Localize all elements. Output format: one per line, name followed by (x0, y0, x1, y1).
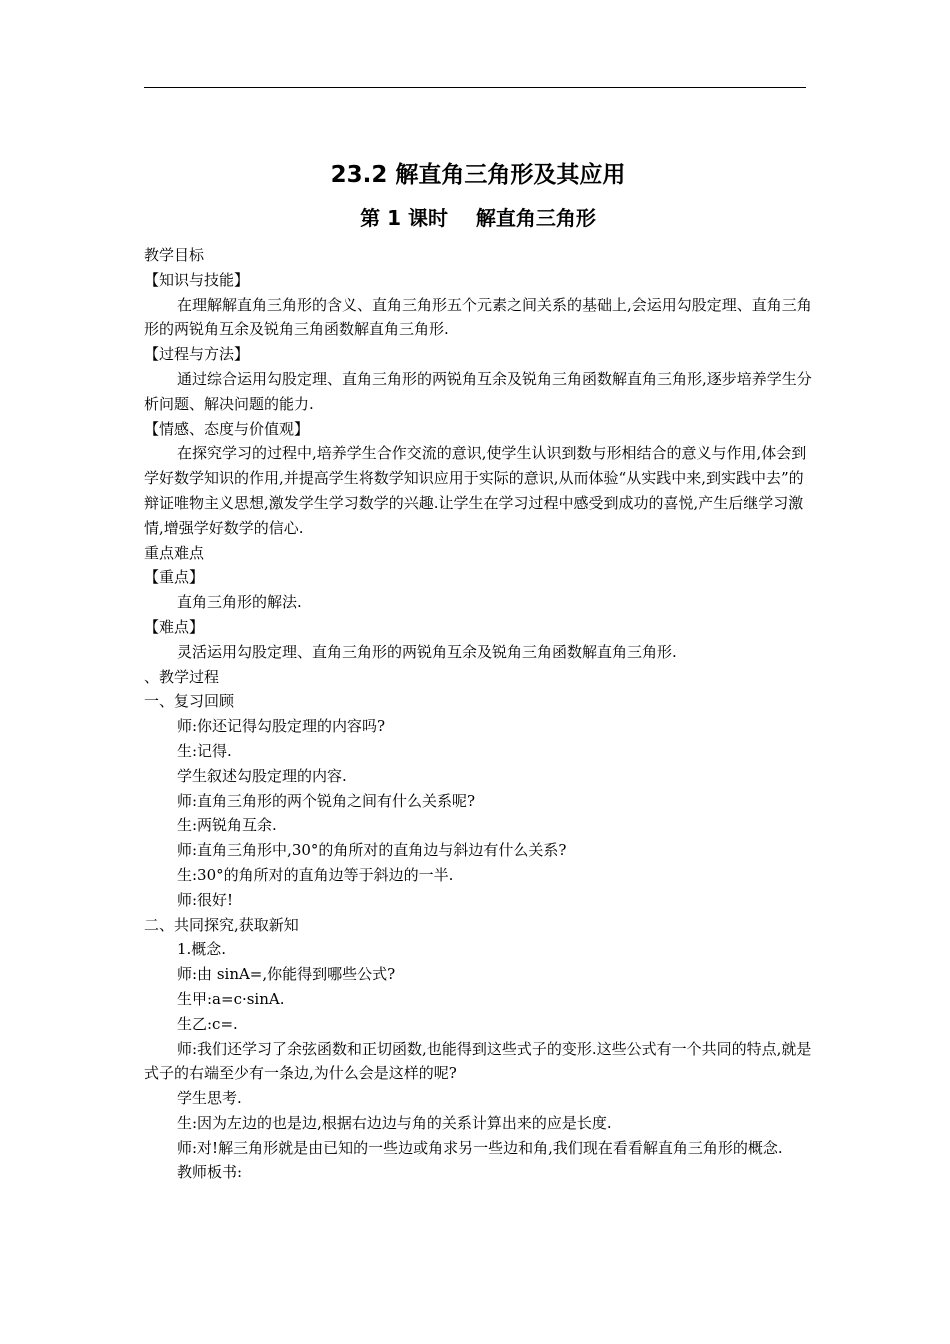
section-heading: 一、复习回顾 (144, 692, 235, 711)
lesson-subtitle: 第 1 课时 解直角三角形 (360, 206, 596, 230)
paragraph: 在探究学习的过程中,培养学生合作交流的意识,使学生认识到数与形相结合的意义与作用,体会到学好数学知识的作用,并提高学生将数学知识应用于实际的意识,从而体验“从实践中来,到实践中去”的辩证唯物主义思想,激发学生学习数学的兴趣.让学生在学习过程中感受到成功的喜悦,产生后继学习激情,增强学好数学的信心. (144, 444, 807, 537)
dialogue-line: 师:直角三角形的两个锐角之间有什么关系呢? (177, 791, 476, 810)
dialogue-line: 生:记得. (177, 741, 232, 760)
paragraph: 师:我们还学习了余弦函数和正切函数,也能得到这些式子的变形.这些公式有一个共同的特点,就是式子的右端至少有一条边,为什么会是这样的呢? (144, 1039, 812, 1083)
dialogue-line: 师:你还记得勾股定理的内容吗? (177, 717, 386, 736)
subsection-heading: 【情感、态度与价值观】 (144, 419, 310, 438)
dialogue-line: 生:30°的角所对的直角边等于斜边的一半. (177, 865, 454, 884)
subsection-heading: 【过程与方法】 (144, 345, 250, 364)
paragraph: 在理解解直角三角形的含义、直角三角形五个元素之间关系的基础上,会运用勾股定理、直角三角形的两锐角互余及锐角三角函数解直角三角形. (144, 295, 812, 339)
dialogue-line: 师:直角三角形中,30°的角所对的直角边与斜边有什么关系? (177, 841, 567, 860)
dialogue-line: 师:很好! (177, 890, 234, 909)
dialogue-line: 生乙:c=. (177, 1014, 238, 1033)
dialogue-line: 学生思考. (177, 1089, 242, 1108)
document-body (144, 155, 812, 1185)
subsection-heading: 【难点】 (144, 617, 205, 636)
indented-line: 直角三角形的解法. (177, 593, 302, 612)
paragraph: 通过综合运用勾股定理、直角三角形的两锐角互余及锐角三角函数解直角三角形,逐步培养学生分析问题、解决问题的能力. (144, 369, 812, 413)
section-heading: 重点难点 (144, 543, 205, 562)
dialogue-line: 学生叙述勾股定理的内容. (177, 766, 347, 785)
paragraph: 师:对!解三角形就是由已知的一些边或角求另一些边和角,我们现在看看解直角三角形的概念. (177, 1138, 783, 1157)
section-heading: 二、共同探究,获取新知 (144, 915, 299, 934)
subsection-heading: 【知识与技能】 (144, 270, 250, 289)
header-rule (144, 87, 806, 88)
dialogue-line: 教师板书: (177, 1163, 243, 1182)
document-title: 23.2 解直角三角形及其应用 (330, 162, 626, 188)
section-heading: 教学目标 (144, 246, 205, 264)
dialogue-line: 1.概念. (177, 940, 227, 959)
dialogue-line: 生:两锐角互余. (177, 816, 277, 835)
section-heading: 、教学过程 (144, 667, 220, 686)
dialogue-line: 生甲:a=c·sinA. (177, 989, 285, 1008)
subsection-heading: 【重点】 (144, 568, 205, 587)
dialogue-line: 师:由 sinA=,你能得到哪些公式? (177, 965, 396, 984)
dialogue-line: 生:因为左边的也是边,根据右边边与角的关系计算出来的应是长度. (177, 1113, 612, 1132)
indented-line: 灵活运用勾股定理、直角三角形的两锐角互余及锐角三角函数解直角三角形. (177, 642, 677, 661)
